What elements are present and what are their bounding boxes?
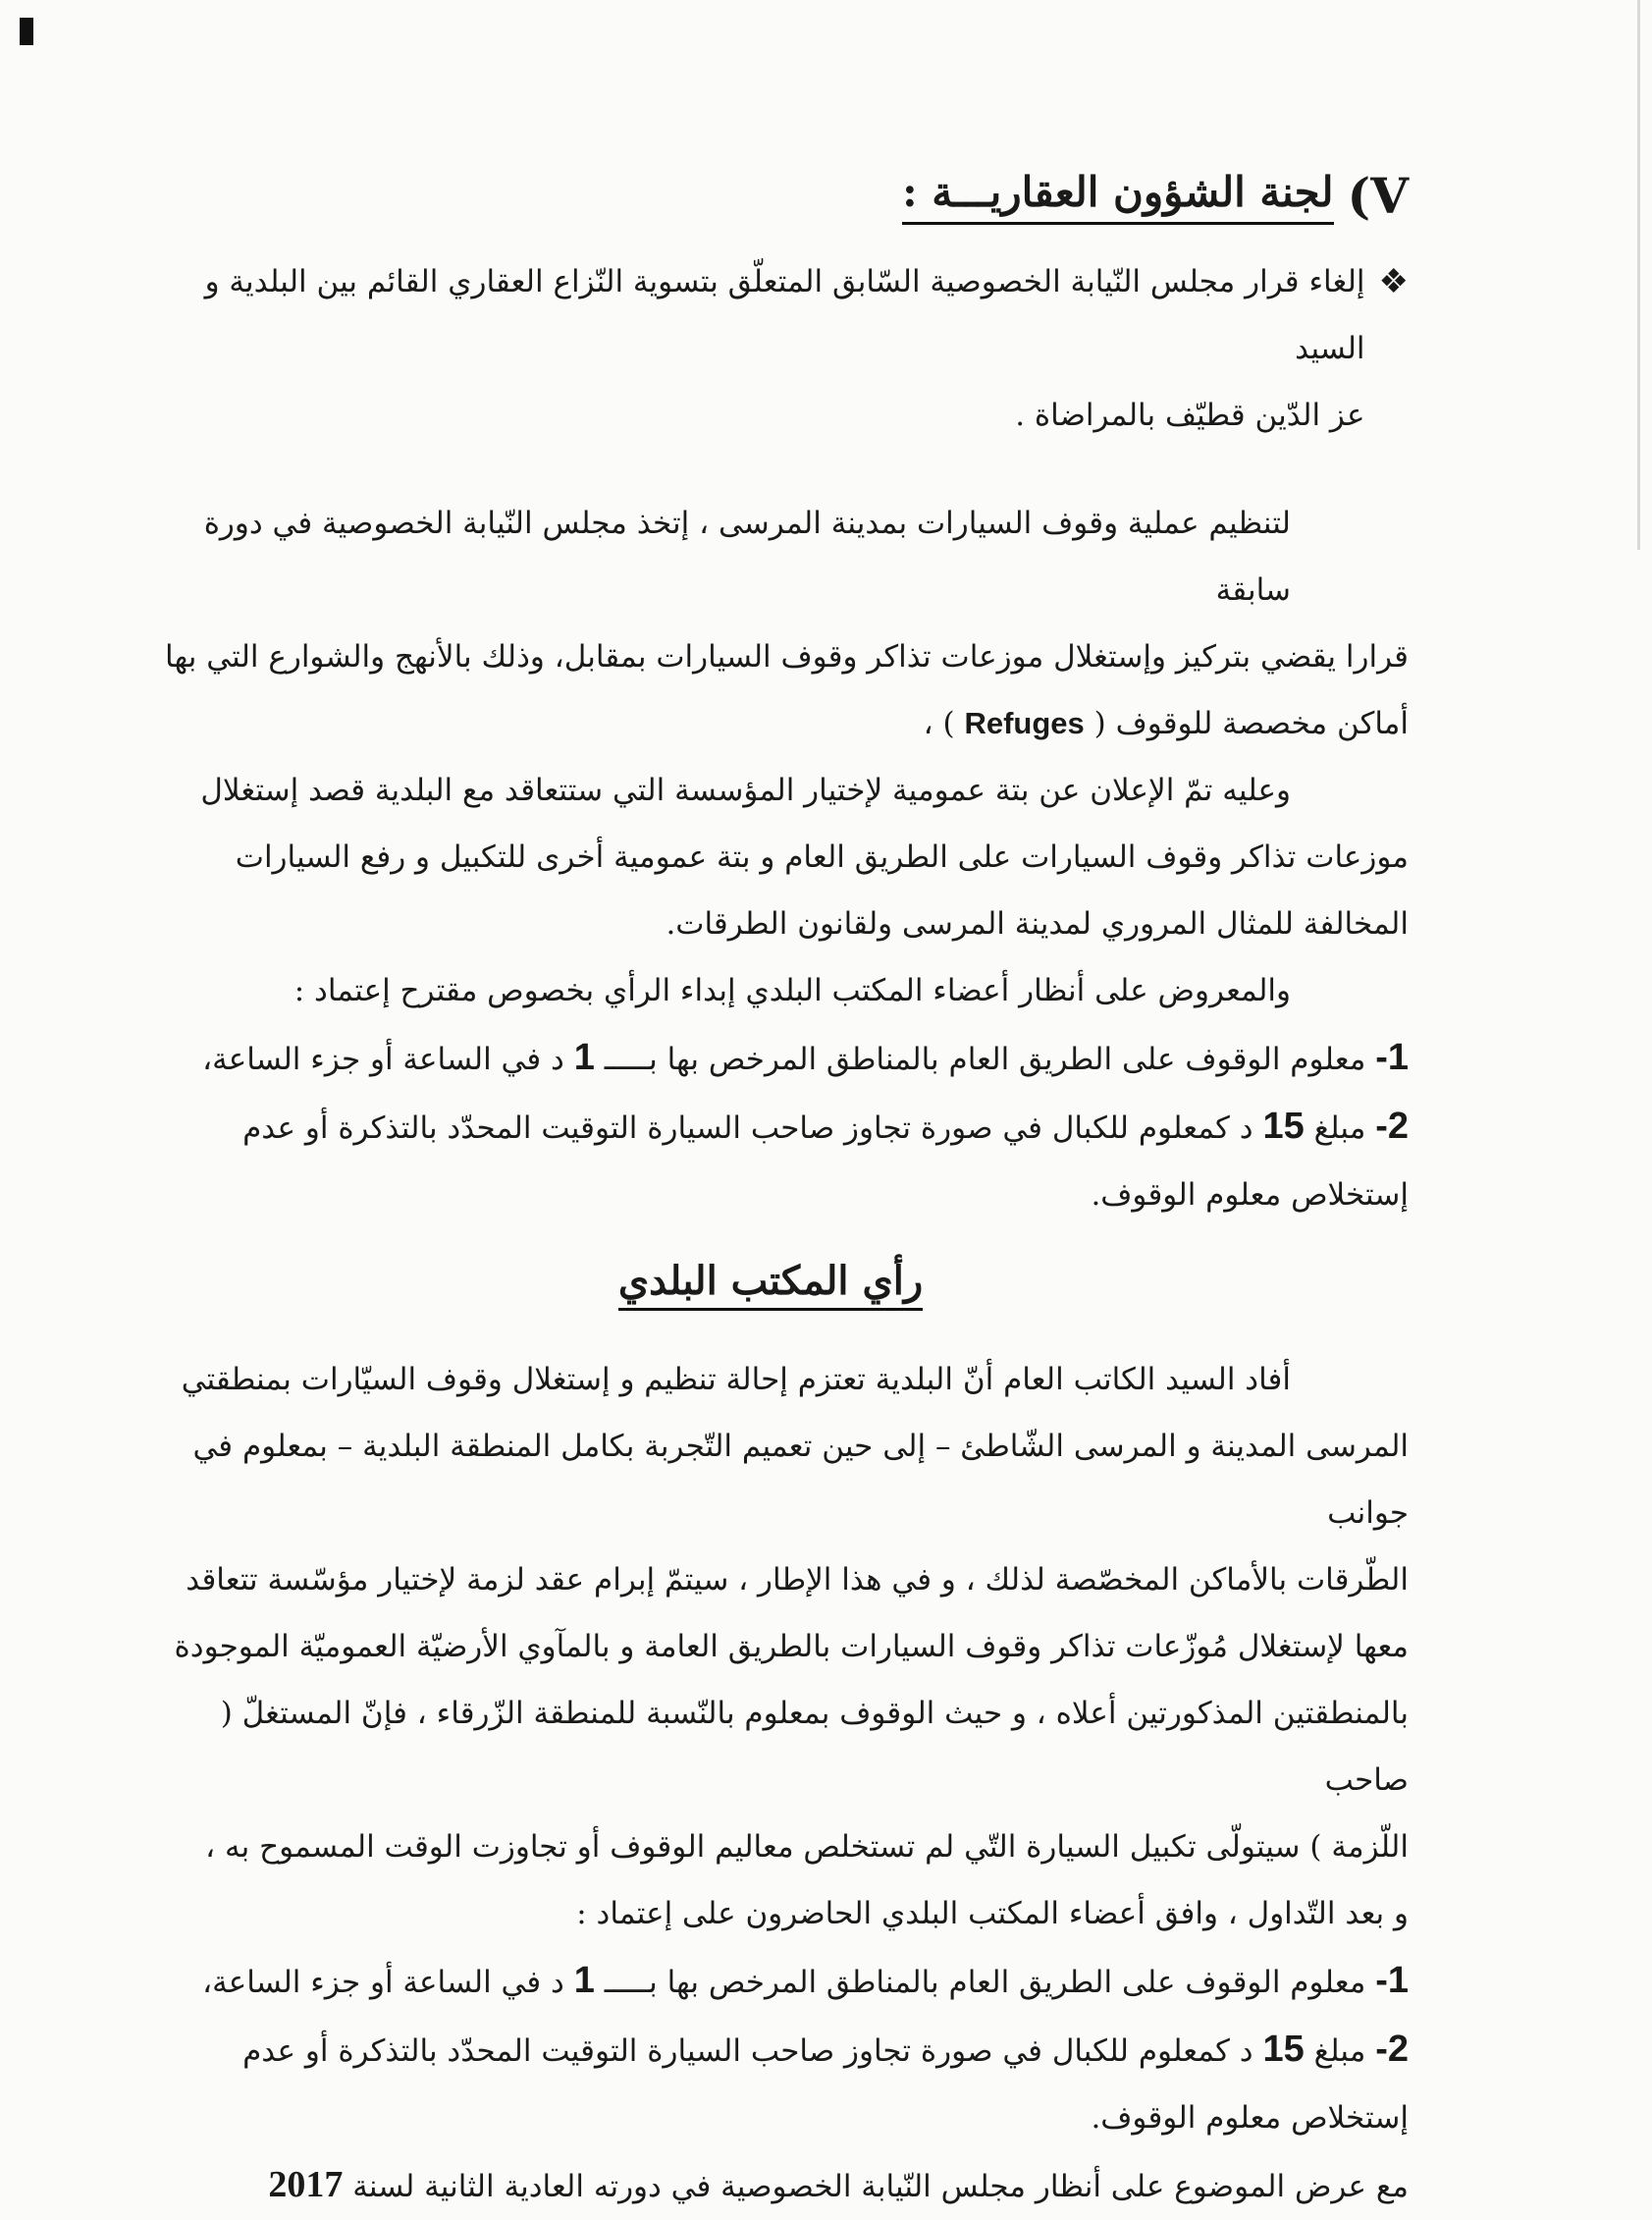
opinion-line-3: الطّرقات بالأماكن المخصّصة لذلك ، و في هذا الإطار ، سيتمّ إبرام عقد لزمة لإختيار مؤسّسة تتعاقد	[186, 1562, 1409, 1597]
tender-paragraph	[133, 757, 1409, 957]
intro-line-3-suffix: ) ،	[923, 706, 955, 741]
proposal-list	[133, 1024, 1409, 1228]
closing-year: 2017	[268, 2164, 344, 2205]
opinion-line-1: أفاد السيد الكاتب العام أنّ البلدية تعتزم إحالة تنظيم و إستغلال وقوف السيّارات بمنطقتي	[181, 1362, 1291, 1397]
intro-line-2: قرارا يقضي بتركيز وإستغلال موزعات تذاكر وقوف السيارات بمقابل، وذلك بالأنهج والشوارع التي بها	[165, 639, 1409, 675]
diamond-bullet-icon: ❖	[1378, 262, 1409, 301]
document-body	[133, 167, 1409, 2220]
section-number: V)	[1347, 167, 1409, 225]
approved-item-2-continued: إستخلاص معلوم الوقوف.	[1091, 2100, 1409, 2136]
proposal-paragraph: والمعروض على أنظار أعضاء المكتب البلدي إبداء الرأي بخصوص مقترح إعتماد :	[293, 973, 1291, 1008]
refuges-term: Refuges	[964, 706, 1085, 740]
opinion-line-5: بالمنطقتين المذكورتين أعلاه ، و حيث الوقوف بمعلوم بالنّسبة للمنطقة الزّرقاء ، فإنّ المستغلّ ( صاحب	[220, 1696, 1409, 1798]
bullet-item	[133, 248, 1409, 449]
proposal-item-1: 1- معلوم الوقوف على الطريق العام بالمناطق المرخص بها بـــــ 1 د في الساعة أو جزء الساعة،	[202, 1037, 1409, 1078]
bureau-opinion-heading: رأي المكتب البلدي	[618, 1258, 923, 1311]
section-title: لجنة الشؤون العقاريـــة :	[902, 168, 1333, 225]
approved-list	[133, 1947, 1409, 2151]
proposal-item-2: 2- مبلغ 15 د كمعلوم للكبال في صورة تجاوز صاحب السيارة التوقيت المحدّد بالتذكرة أو عدم	[242, 1106, 1409, 1147]
intro-line-3-prefix: أماكن مخصصة للوقوف (	[1093, 706, 1409, 741]
scan-edge-line	[1637, 0, 1640, 550]
intro-line-1: لتنظيم عملية وقوف السيارات بمدينة المرسى ، إتخذ مجلس النّيابة الخصوصية في دورة سابقة	[203, 506, 1291, 608]
opinion-line-6: اللّزمة ) سيتولّى تكبيل السيارة التّي لم تستخلص معاليم الوقوف أو تجاوزت الوقت المسموح به ،	[205, 1829, 1409, 1865]
closing-line: مع عرض الموضوع على أنظار مجلس النّيابة الخصوصية في دورته العادية الثانية لسنة 2017	[268, 2164, 1409, 2205]
tender-line-2: موزعات تذاكر وقوف السيارات على الطريق العام و بتة عمومية أخرى للتكبيل و رفع السيارات	[235, 839, 1409, 875]
approved-item-2: 2- مبلغ 15 د كمعلوم للكبال في صورة تجاوز صاحب السيارة التوقيت المحدّد بالتذكرة أو عدم	[242, 2029, 1409, 2070]
proposal-item-2-continued: إستخلاص معلوم الوقوف.	[1091, 1177, 1409, 1213]
opinion-line-2: المرسى المدينة و المرسى الشّاطئ – إلى حين تعميم التّجربة بكامل المنطقة البلدية – بمعلوم في جوانب	[192, 1429, 1409, 1531]
opinion-paragraph	[133, 1346, 1409, 1947]
opinion-line-4: معها لإستغلال مُوزّعات تذاكر وقوف السيارات بالطريق العامة و بالمآوي الأرضيّة العموميّة الموجودة	[174, 1629, 1409, 1664]
section-heading	[133, 167, 1409, 225]
scan-edge-mark	[20, 18, 33, 45]
bullet-line-2: عز الدّين قطيّف بالمراضاة .	[1015, 398, 1365, 433]
intro-paragraph	[133, 490, 1409, 757]
tender-line-3: المخالفة للمثال المروري لمدينة المرسى ولقانون الطرقات.	[666, 906, 1409, 942]
bullet-line-1: إلغاء قرار مجلس النّيابة الخصوصية السّابق المتعلّق بتسوية النّزاع العقاري القائم بين البلدية و السيد	[204, 264, 1365, 366]
intro-line-3	[133, 690, 1409, 757]
tender-line-1: وعليه تمّ الإعلان عن بتة عمومية لإختيار المؤسسة التي ستتعاقد مع البلدية قصد إستغلال	[200, 773, 1291, 808]
approved-item-1: 1- معلوم الوقوف على الطريق العام بالمناطق المرخص بها بـــــ 1 د في الساعة أو جزء الساعة،	[202, 1960, 1409, 2001]
opinion-line-7: و بعد التّداول ، وافق أعضاء المكتب البلدي الحاضرون على إعتماد :	[576, 1896, 1409, 1931]
